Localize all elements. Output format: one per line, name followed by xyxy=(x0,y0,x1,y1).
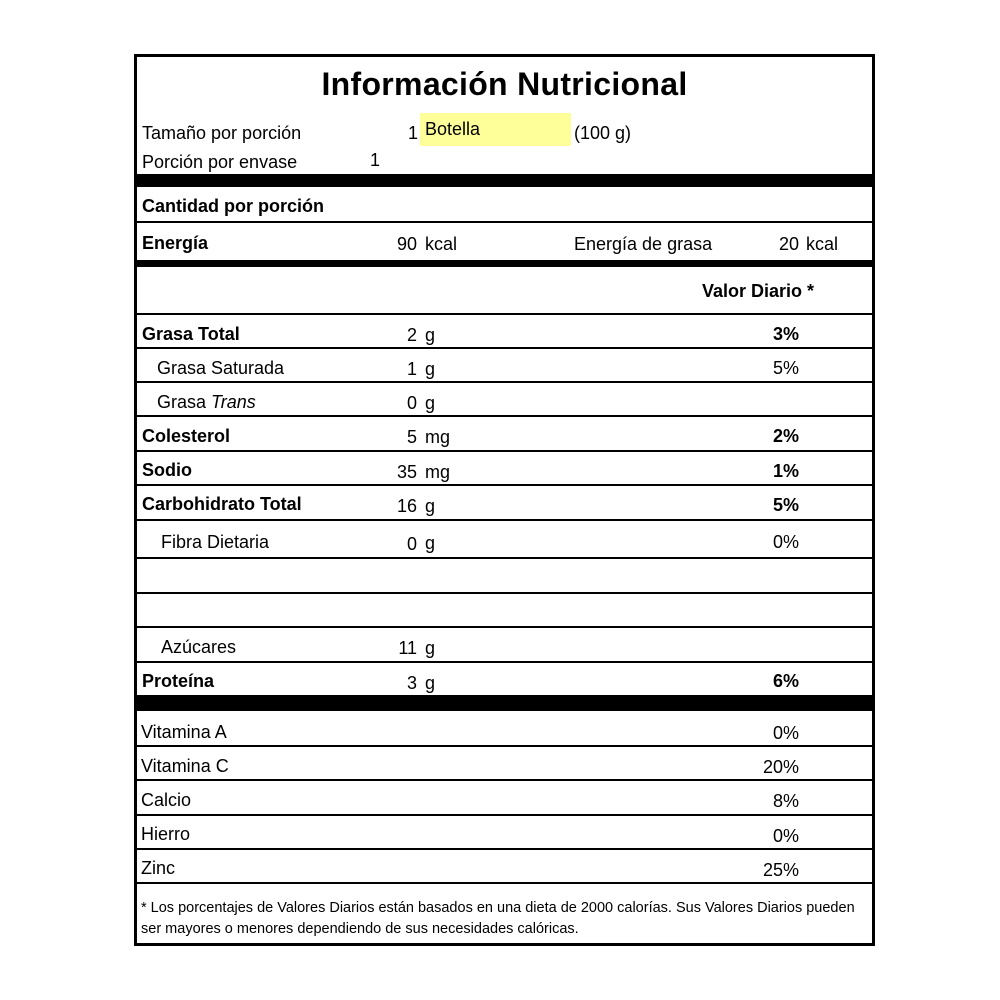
serving-size-qty: 1 xyxy=(407,123,418,143)
divider xyxy=(137,848,872,850)
energy-unit: kcal xyxy=(425,234,458,254)
trans-fat-prefix: Grasa xyxy=(157,392,207,412)
divider xyxy=(137,381,872,383)
nutrient-unit: g xyxy=(425,533,436,553)
vitamin-label: Vitamina C xyxy=(141,756,229,776)
daily-value-header: Valor Diario * xyxy=(702,281,815,301)
nutrient-unit: g xyxy=(425,325,436,345)
nutrient-amount: 1 xyxy=(406,359,417,379)
divider xyxy=(137,626,872,628)
nutrient-daily-value: 1% xyxy=(772,461,799,481)
nutrient-amount: 35 xyxy=(396,462,417,482)
vitamin-daily-value: 8% xyxy=(772,791,799,811)
vitamin-label: Vitamina A xyxy=(141,722,227,742)
nutrient-amount: 0 xyxy=(406,534,417,554)
vitamin-label: Zinc xyxy=(141,858,176,878)
nutrient-unit: g xyxy=(425,359,436,379)
divider xyxy=(137,415,872,417)
energy-from-fat-unit: kcal xyxy=(806,234,839,254)
nutrient-amount: 2 xyxy=(406,325,417,345)
nutrient-daily-value: 0% xyxy=(772,532,799,552)
nutrient-daily-value: 2% xyxy=(772,426,799,446)
nutrient-label-dietary-fiber: Fibra Dietaria xyxy=(161,532,270,552)
energy-from-fat-value: 20 xyxy=(778,234,799,254)
nutrient-daily-value: 5% xyxy=(772,495,799,515)
serving-size-label: Tamaño por porción xyxy=(142,123,302,143)
nutrient-label-saturated-fat: Grasa Saturada xyxy=(157,358,285,378)
panel-title: Información Nutricional xyxy=(321,66,688,102)
divider xyxy=(137,450,872,452)
nutrient-unit: mg xyxy=(425,427,451,447)
divider xyxy=(137,519,872,521)
energy-value: 90 xyxy=(396,234,417,254)
nutrient-unit: g xyxy=(425,496,436,516)
nutrient-daily-value: 3% xyxy=(772,324,799,344)
divider xyxy=(137,313,872,315)
servings-per-container-label: Porción por envase xyxy=(142,152,298,172)
divider xyxy=(137,557,872,559)
divider xyxy=(137,592,872,594)
nutrient-amount: 0 xyxy=(406,393,417,413)
divider xyxy=(137,661,872,663)
nutrition-facts-panel xyxy=(134,54,875,946)
divider xyxy=(137,882,872,884)
nutrient-label-total-carbohydrate: Carbohidrato Total xyxy=(142,494,302,514)
nutrient-label-trans-fat xyxy=(157,392,256,412)
trans-fat-italic: Trans xyxy=(211,392,256,412)
vitamin-daily-value: 0% xyxy=(772,826,799,846)
energy-from-fat-label: Energía de grasa xyxy=(574,234,713,254)
serving-size-unit: Botella xyxy=(420,113,571,146)
nutrient-unit: g xyxy=(425,393,436,413)
divider-thick xyxy=(137,174,872,187)
nutrient-label-cholesterol: Colesterol xyxy=(142,426,231,446)
divider-thick xyxy=(137,695,872,711)
divider xyxy=(137,745,872,747)
nutrient-unit: g xyxy=(425,638,436,658)
nutrient-label-sugars: Azúcares xyxy=(161,637,237,657)
nutrient-amount: 11 xyxy=(398,638,417,658)
vitamin-daily-value: 25% xyxy=(762,860,799,880)
divider-thick xyxy=(137,260,872,267)
nutrient-amount: 5 xyxy=(406,427,417,447)
nutrient-amount: 3 xyxy=(406,673,417,693)
vitamin-daily-value: 20% xyxy=(762,757,799,777)
vitamin-daily-value: 0% xyxy=(772,723,799,743)
vitamin-label: Calcio xyxy=(141,790,192,810)
amount-per-serving-header: Cantidad por porción xyxy=(142,196,324,216)
divider xyxy=(137,221,872,223)
serving-size-weight: (100 g) xyxy=(574,123,632,143)
nutrient-daily-value: 5% xyxy=(772,358,799,378)
nutrient-label-sodium: Sodio xyxy=(142,460,192,480)
nutrient-amount: 16 xyxy=(396,496,417,516)
divider xyxy=(137,814,872,816)
divider xyxy=(137,484,872,486)
divider xyxy=(137,779,872,781)
divider xyxy=(137,347,872,349)
vitamin-label: Hierro xyxy=(141,824,191,844)
nutrient-unit: mg xyxy=(425,462,451,482)
nutrient-daily-value: 6% xyxy=(772,671,799,691)
nutrient-unit: g xyxy=(425,673,436,693)
nutrient-label-total-fat: Grasa Total xyxy=(142,324,240,344)
energy-label: Energía xyxy=(142,233,209,253)
servings-per-container-value: 1 xyxy=(370,150,381,170)
nutrient-label-protein: Proteína xyxy=(142,671,215,691)
footnote: * Los porcentajes de Valores Diarios están basados en una dieta de 2000 calorías. Sus Valores Diarios pueden ser mayores o menores dependiendo de sus necesidades calóricas. xyxy=(141,900,855,937)
